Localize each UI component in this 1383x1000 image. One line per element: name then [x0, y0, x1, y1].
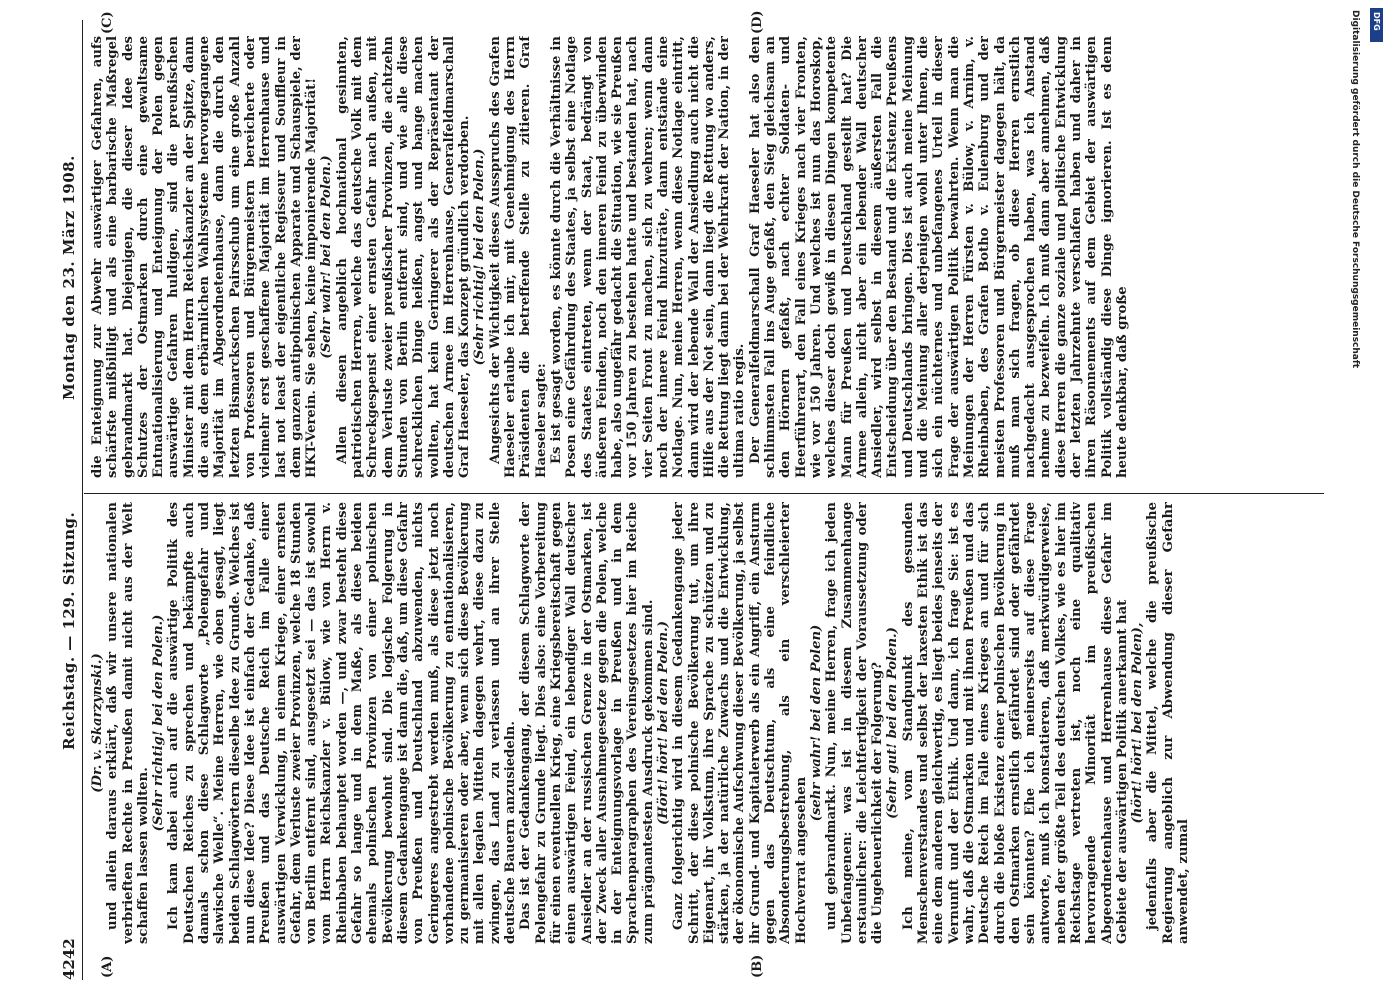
- margin-marker-d: (D): [750, 10, 765, 34]
- paragraph: Der Generalfeldmarschall Graf Haeseler hat also den schlimmsten Fall ins Auge gefaßt, den Sieg gleichsam an den Hörnern gefaßt, nach echter Soldaten- und Heerführerart, den Fall eines Krieges nach vier Fronten, wie vor 150 Jahren. Und welches ist nun das Horoskop, welches dieser doch gewiß in diesen Dingen kompetente Mann für Preußen und Deutschland gestellt hat? Die Armee allein, nicht aber ein lebender Wall deutscher Ansiedler, wird selbst in diesem äußersten Fall die Entscheidung über den Bestand und die Existenz Preußens und Deutschlands bringen. Dies ist auch meine Meinung und die Meinung aller derjenigen wohl unter Ihnen, die sich ein nüchternes und unbefangenes Urteil in dieser Frage der auswärtigen Politik bewahrten. Wenn man die Meinungen der Herren Fürsten v. Bülow, v. Arnim, v. Rheinbaben, des Grafen Botho v. Eulenburg und der meisten Professoren und Bürgermeister dagegen hält, da muß man sich fragen, ob diese Herren ernstlich nachgedacht ausgesprochen haben, was ich Anstand nehme zu bezweifeln. Ich muß dann aber annehmen, daß diese Herren die ganze soziale und politische Entwicklung der letzten Jahrzehnte verschlafen haben und daher in ihren Räsonnements auf dem Gebiet der auswärtigen Politik vollständig diese Dinge ignorieren. Ist es denn heute denkbar, daß große: [747, 36, 1130, 478]
- margin-marker-a: (A): [100, 955, 115, 978]
- interjection: (Sehr richtig! bei den Polen.): [472, 148, 488, 366]
- interjection: (Sehr gut! bei den Polen.): [885, 627, 901, 819]
- interjection: (Hört! hört! bei den Polen.): [655, 621, 671, 825]
- header-rule: [82, 20, 83, 980]
- right-running-title: Montag den 23. März 1908.: [60, 155, 78, 400]
- left-text-column: [90, 502, 1330, 944]
- left-running-title: Reichstag. — 129. Sitzung.: [60, 511, 78, 750]
- paragraph: Allen diesen angeblich hochnational gesinnten, patriotischen Herren, welche das deutsche Volk mit dem Schreckgespenst einer ernsten Gefahr nach außen, mit dem Verluste zweier preußischer Provinzen, die achtzehn Stunden von Berlin entfernt sind, und wie alle diese schrecklichen Dinge heißen, angst und bange machen wollten, hat kein Geringerer als der Repräsentant der deutschen Armee im Herrenhause, Generalfeldmarschall Graf Haeseler, das Konzept gründlich verdorben.: [334, 36, 473, 478]
- interjection: (Sehr richtig! bei den Polen.): [151, 614, 167, 832]
- right-text-column: [90, 36, 1330, 478]
- credit-text: Digitalisierung gefördert durch die Deutsche Forschungsgemeinschaft: [1350, 10, 1360, 369]
- paragraph: Das ist der Gedankengang, der diesem Schlagworte der Polengefahr zu Grunde liegt. Dies also: eine Vorbereitung für einen eventuellen Krieg, eine Kriegsbereitschaft gegen einen auswärtigen Feind, ein lebendiger Wall deutscher Ansiedler an der russischen Grenze in der Ostmarken, ist der Zweck aller Ausnahmegesetze gegen die Polen, welche in der Enteignungsvorlage in Preußen und in dem Sprachenparagraphen des Vereinsgesetzes hier im Reiche zum prägnantesten Ausdruck gekommen sind.: [518, 502, 656, 944]
- interjection: (hört! hört! bei den Polen),: [1130, 622, 1146, 824]
- interjection: (Dr. v. Skarzynski.): [90, 653, 105, 793]
- paragraph: Ganz folgerichtig wird in diesem Gedankengange jeder Schritt, der diese polnische Bevölkerung tut, um ihre Eigenart, ihr Volkstum, ihre Sprache zu schützen und zu stärken, ja der natürliche Zuwachs und die Entwicklung, der ökonomische Aufschwung dieser Bevölkerung, ja selbst ihr Grund- und Kapitalerwerb als ein Angriff, ein Ansturm gegen das Deutschtum, als eine feindliche Absonderungsbestrebung, als ein verschleierter Hochverrat angesehen: [671, 502, 809, 944]
- paragraph: Ich kam dabei auch auf die auswärtige Politik des Deutschen Reiches zu sprechen und bekämpfte auch damals schon diese Schlagworte „Polengefahr und slawische Welle“. Meine Herren, wie oben gesagt, liegt beiden Schlagwörtern dieselbe Idee zu Grunde. Welches ist nun diese Idee? Diese Idee ist einfach der Gedanke, daß Preußen und das Deutsche Reich im Falle einer auswärtigen Verwicklung, in einem Kriege, einer ernsten Gefahr, dem Verluste zweier Provinzen, welche 18 Stunden von Berlin entfernt sind, ausgesetzt sei — das ist sowohl vom Herrn Reichskanzler v. Bülow, wie von Herrn v. Rheinbaben behauptet worden —, und zwar besteht diese Gefahr so lange und in dem Maße, als diese beiden ehemals polnischen Provinzen von einer polnischen Bevölkerung bewohnt sind. Die logische Folgerung in diesem Gedankengange ist dann die, daß, um diese Gefahr von Preußen und Deutschland abzuwenden, nichts Geringeres angestrebt werden muß, als diese jetzt noch vorhandene polnische Bevölkerung zu entnationalisieren, zu germanisieren oder aber, wenn sich diese Bevölkerung mit allen legalen Mitteln dagegen wehrt, diese dazu zu zwingen, das Land zu verlassen und an ihrer Stelle deutsche Bauern anzusiedeln.: [166, 502, 519, 944]
- paragraph: Ich meine, vom Standpunkt des gesunden Menschenverstandes und selbst der laxesten Ethik ist das eine dem anderen gleichwertig, es liegt beides jenseits der Vernunft und der Ethik. Und dann, ich frage Sie: ist es wahr, daß die Ostmarken und mit ihnen Preußen und das Deutsche Reich im Falle eines Krieges an und für sich durch die bloße Existenz einer polnischen Bevölkerung in den Ostmarken ernstlich gefährdet sind oder gefährdet sein könnten? Ehe ich meinerseits auf diese Frage antworte, muß ich konstatieren, daß merkwürdigerweise, neben der größte Teil des deutschen Volkes, wie es hier im Reichstage vertreten ist, noch eine qualitativ hervorragende Minorität im preußischen Abgeordnetenhause und Herrenhause diese Gefahr im Gebiete der auswärtigen Politik anerkannt hat: [900, 502, 1130, 944]
- column-divider: [84, 493, 1324, 494]
- page-number: 4242: [60, 938, 78, 980]
- paragraph: Es ist gesagt worden, es könnte durch die Verhältnisse in Posen eine Gefährdung des Staates, ja selbst eine Notlage des Staates eintreten, wenn der Staat, bedrängt von äußeren Feinden, noch den inneren Feind zu überwinden habe, also ungefähr gedacht die Situation, wie sie Preußen vor 150 Jahren zu bestehen hatte und bestanden hat, nach vier Seiten Front zu machen, sich zu wehren; wenn dann noch der innere Feind hinzuträte, dann entstände eine Notlage. Nun, meine Herren, wenn diese Notlage eintritt, dann wird der lebende Wall der Ansiedlung auch nicht die Hilfe aus der Not sein, dann liegt die Rettung wo anders, die Rettung liegt dann bei der Wehrkraft der Nation, in der ultima ratio regis.: [548, 36, 748, 478]
- interjection: (sehr wahr! bei den Polen): [808, 624, 824, 822]
- paragraph: und gebrandmarkt. Nun, meine Herren, frage ich jeden Unbefangenen: was ist in diesem Zusammenhange erstaunlicher: die Leichtfertigkeit der Voraussetzung oder die Ungeheuerlichkeit der Folgerung?: [824, 502, 886, 944]
- rotated-sheet: [60, 10, 1340, 980]
- dfg-logo-text: DFG: [1372, 12, 1381, 31]
- dfg-logo: [1370, 8, 1383, 42]
- paragraph: jedenfalls aber die Mittel, welche die preußische Regierung angeblich zur Abwendung dieser Gefahr anwendet, zumal: [1145, 502, 1192, 944]
- margin-marker-c: (C): [100, 11, 115, 34]
- paragraph: und allein daraus erklärt, daß wir unsere nationalen verbrieften Rechte in Preußen damit nicht aus der Welt schaffen lassen wollten.: [105, 502, 151, 944]
- margin-marker-b: (B): [750, 954, 765, 978]
- page-header: [60, 20, 84, 980]
- paragraph: Angesichts der Wichtigkeit dieses Ausspruchs des Grafen Haeseler erlaube ich mir, mit Genehmigung des Herrn Präsidenten die betreffende Stelle zu zitieren. Graf Haeseler sagte:: [487, 36, 549, 478]
- interjection: (Sehr wahr! bei den Polen.): [319, 155, 335, 359]
- paragraph: die Enteignung zur Abwehr auswärtiger Gefahren, aufs schärfste mißbilligt und als eine barbarische Maßregel gebrandmarkt hat. Diejenigen, die dieser Idee des Schutzes der Ostmarken durch eine gewaltsame Entnationalisierung und Enteignung der Polen gegen auswärtige Gefahren huldigen, sind die preußischen Minister mit dem Herrn Reichskanzler an der Spitze, dann die aus dem erbärmlichen Wahlsysteme hervorgegangene Majorität im Abgeordnetenhause, dann die durch den letzten Bismarckschen Pairsschub um eine große Anzahl von Professoren und Bürgermeistern bereicherte oder vielmehr erst geschaffene Majorität im Herrenhause und last not least der eigentliche Regisseur und Souffleur in dem ganzen antipolnischen Apparate und Schauspiele, der HKT-Verein. Sie sehen, keine imponierende Majorität!: [90, 36, 320, 478]
